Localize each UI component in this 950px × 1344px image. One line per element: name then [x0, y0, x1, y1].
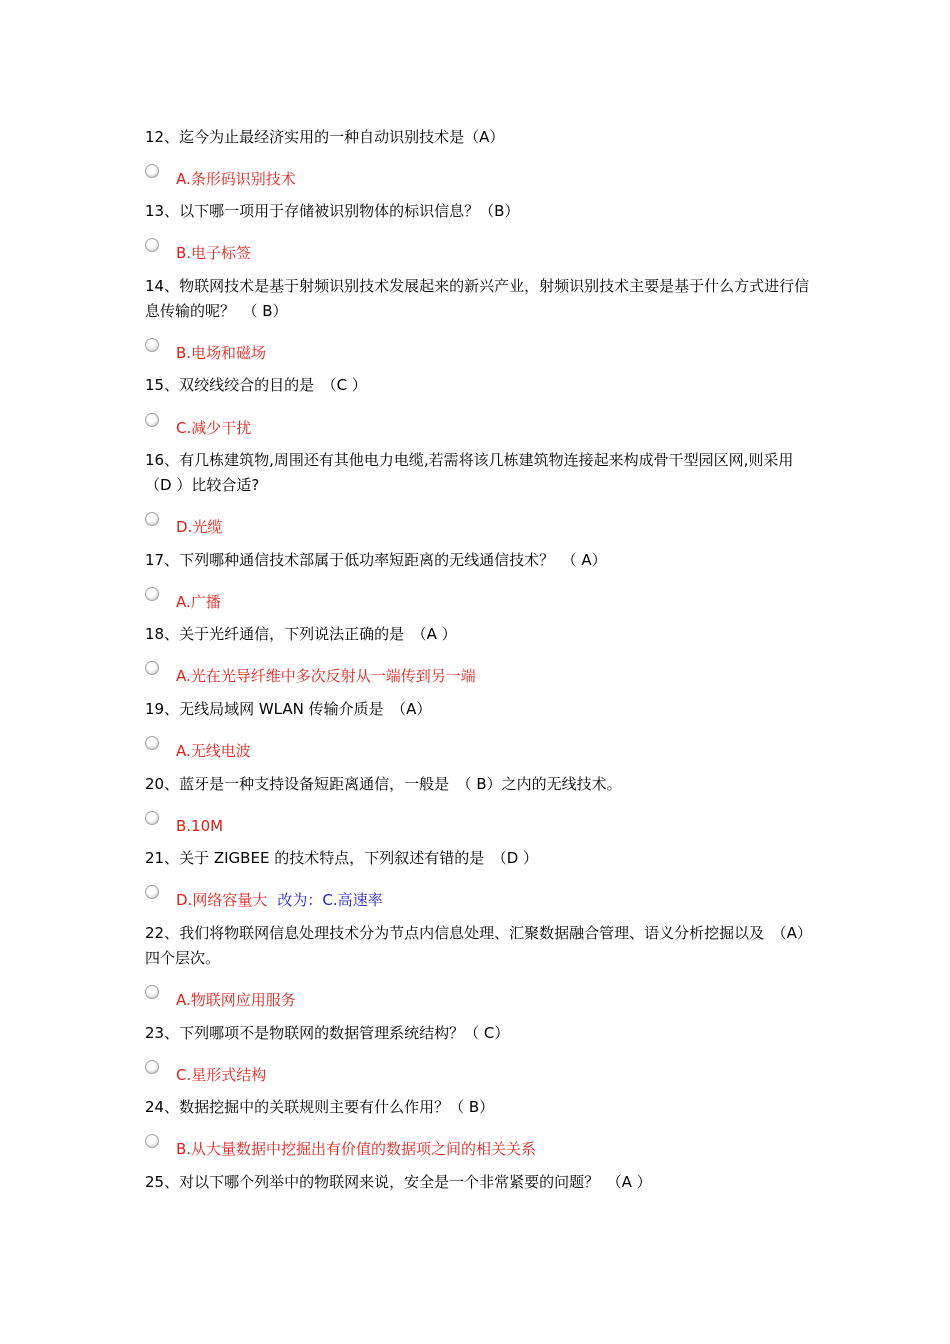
answer-text: A.广播 [176, 593, 221, 611]
answer-option-22[interactable] [145, 985, 810, 1011]
question-17: 17、下列哪种通信技术部属于低功率短距离的无线通信技术？ （ A） [145, 551, 607, 569]
answer-option-15[interactable] [145, 413, 810, 439]
radio-icon[interactable] [145, 1134, 159, 1148]
answer-option-21[interactable] [145, 885, 810, 911]
correction-value: C.高速率 [322, 891, 383, 909]
answer-text: C.减少干扰 [176, 419, 252, 437]
question-25: 25、对以下哪个列举中的物联网来说，安全是一个非常紧要的问题？ （A ） [145, 1173, 652, 1191]
question-13: 13、以下哪一项用于存储被识别物体的标识信息？（B） [145, 202, 520, 220]
answer-text: A.光在光导纤维中多次反射从一端传到另一端 [176, 667, 476, 685]
answer-option-20[interactable] [145, 811, 810, 837]
question-20: 20、蓝牙是一种支持设备短距离通信，一般是 （ B）之内的无线技术。 [145, 775, 622, 793]
radio-icon[interactable] [145, 413, 159, 427]
answer-option-16[interactable] [145, 512, 810, 538]
answer-text: C.星形式结构 [176, 1066, 267, 1084]
answer-text: B.电子标签 [176, 244, 252, 262]
question-12: 12、迄今为止最经济实用的一种自动识别技术是（A） [145, 128, 505, 146]
answer-text: D.光缆 [176, 518, 223, 536]
question-18: 18、关于光纤通信，下列说法正确的是 （A ） [145, 625, 457, 643]
answer-text: B.10M [176, 817, 224, 835]
radio-icon[interactable] [145, 661, 159, 675]
question-16: 16、有几栋建筑物,周围还有其他电力电缆,若需将该几栋建筑物连接起来构成骨干型园区网,则采用（D ）比较合适? [145, 451, 794, 494]
answer-option-19[interactable] [145, 736, 810, 762]
radio-icon[interactable] [145, 338, 159, 352]
radio-icon[interactable] [145, 1060, 159, 1074]
radio-icon[interactable] [145, 736, 159, 750]
radio-icon[interactable] [145, 512, 159, 526]
answer-option-23[interactable] [145, 1060, 810, 1086]
answer-text: A.物联网应用服务 [176, 991, 296, 1009]
question-22: 22、我们将物联网信息处理技术分为节点内信息处理、汇聚数据融合管理、语义分析挖掘以及 （A） 四个层次。 [145, 924, 820, 967]
answer-option-17[interactable] [145, 587, 810, 613]
answer-option-14[interactable] [145, 338, 810, 364]
answer-text: B.电场和磁场 [176, 344, 267, 362]
question-23: 23、下列哪项不是物联网的数据管理系统结构？（ C） [145, 1024, 510, 1042]
answer-text [176, 889, 383, 911]
answer-text: B.从大量数据中挖掘出有价值的数据项之间的相关关系 [176, 1140, 537, 1158]
radio-icon[interactable] [145, 587, 159, 601]
radio-icon[interactable] [145, 985, 159, 999]
question-19: 19、无线局域网 WLAN 传输介质是 （A） [145, 700, 432, 718]
answer-option-13[interactable] [145, 238, 810, 264]
radio-icon[interactable] [145, 238, 159, 252]
answer-text-original: D.网络容量大 [176, 891, 268, 909]
question-15: 15、双绞线绞合的目的是 （C ） [145, 376, 367, 394]
radio-icon[interactable] [145, 811, 159, 825]
answer-text: A.条形码识别技术 [176, 170, 296, 188]
radio-icon[interactable] [145, 164, 159, 178]
question-14: 14、物联网技术是基于射频识别技术发展起来的新兴产业，射频识别技术主要是基于什么方式进行信息传输的呢？ （ B） [145, 277, 810, 320]
question-24: 24、数据挖掘中的关联规则主要有什么作用？（ B） [145, 1098, 495, 1116]
correction-label: 改为： [277, 891, 323, 909]
answer-option-12[interactable] [145, 164, 810, 190]
answer-text: A.无线电波 [176, 742, 251, 760]
answer-option-24[interactable] [145, 1134, 810, 1160]
question-21: 21、关于 ZIGBEE 的技术特点，下列叙述有错的是 （D ） [145, 849, 539, 867]
answer-option-18[interactable] [145, 661, 810, 687]
radio-icon[interactable] [145, 885, 159, 899]
